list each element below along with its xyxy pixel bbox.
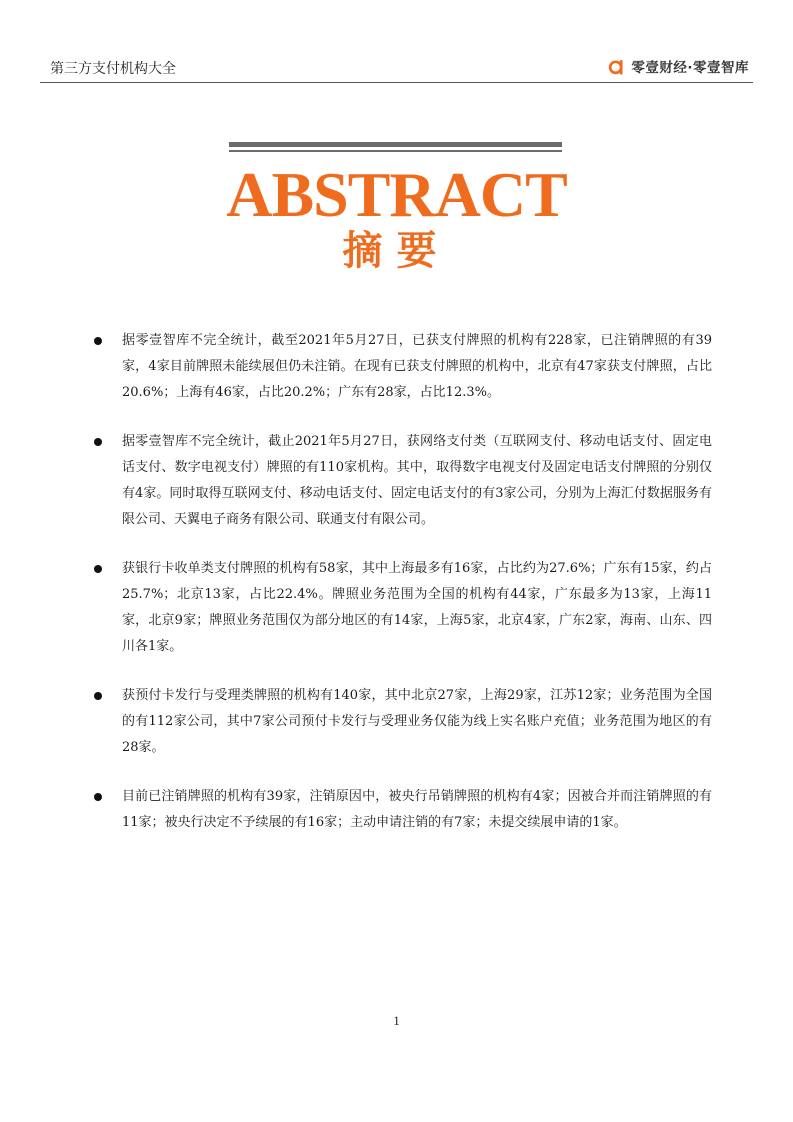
summary-item bbox=[92, 784, 712, 836]
summary-list bbox=[92, 328, 712, 859]
summary-text: 据零壹智库不完全统计，截至2021年5月27日，已获支付牌照的机构有228家，已注销牌照的有39家，4家目前牌照未能续展但仍未注销。在现有已获支付牌照的机构中，北京有47家获支付牌照，占比20.6%；上海有46家，占比20.2%；广东有28家，占比12.3%。 bbox=[122, 333, 712, 400]
bullet-icon bbox=[94, 793, 102, 801]
brand-name: 零壹财经·零壹智库 bbox=[631, 60, 749, 76]
summary-item bbox=[92, 429, 712, 533]
summary-text: 目前已注销牌照的机构有39家，注销原因中，被央行吊销牌照的机构有4家；因被合并而注销牌照的有11家；被央行决定不予续展的有16家；主动申请注销的有7家；未提交续展申请的1家。 bbox=[122, 789, 712, 830]
abstract-subtitle: 摘要 bbox=[342, 228, 451, 274]
document-title: 第三方支付机构大全 bbox=[50, 61, 176, 77]
bullet-icon bbox=[94, 337, 102, 345]
bullet-icon bbox=[94, 438, 102, 446]
summary-text: 获预付卡发行与受理类牌照的机构有140家，其中北京27家，上海29家，江苏12家；业务范围为全国的有112家公司，其中7家公司预付卡发行与受理业务仅能为线上实名账户充值；业务范围为地区的有28家。 bbox=[122, 688, 712, 755]
page-header bbox=[40, 52, 753, 83]
abstract-title: ABSTRACT bbox=[226, 159, 567, 230]
summary-item bbox=[92, 328, 712, 406]
summary-text: 据零壹智库不完全统计，截止2021年5月27日，获网络支付类（互联网支付、移动电话支付、固定电话支付、数字电视支付）牌照的有110家机构。其中，取得数字电视支付及固定电话支付牌照的分别仅有4家。同时取得互联网支付、移动电话支付、固定电话支付的有3家公司，分别为上海汇付数据服务有限公司、天翼电子商务有限公司、联通支付有限公司。 bbox=[122, 434, 712, 527]
summary-text: 获银行卡收单类支付牌照的机构有58家，其中上海最多有16家，占比约为27.6%；广东有15家，约占25.7%；北京13家，占比22.4%。牌照业务范围为全国的机构有44家，广东最多为13家，上海11家，北京9家；牌照业务范围仅为部分地区的有14家，上海5家，北京4家，广东2家，海南、山东、四川各1家。 bbox=[122, 561, 712, 654]
bullet-icon bbox=[94, 692, 102, 700]
bullet-icon bbox=[94, 565, 102, 573]
lingyi-logo-icon bbox=[608, 58, 625, 75]
page-number: 1 bbox=[393, 1013, 400, 1028]
title-divider bbox=[229, 142, 562, 152]
summary-item bbox=[92, 556, 712, 660]
brand bbox=[608, 56, 749, 76]
summary-item bbox=[92, 683, 712, 761]
